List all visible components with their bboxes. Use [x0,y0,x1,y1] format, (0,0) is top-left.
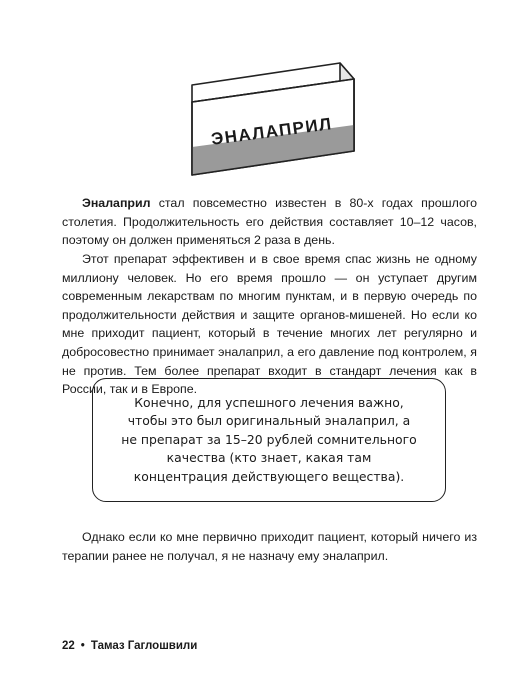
note-text: Конечно, для успешного лечения важно, чтобы это был оригинальный эналаприл, а не препарат за 15–20 рублей сомнительного качества (кто знает, какая там концентрация действующего вещества). [121,394,417,484]
paragraph-1 [62,194,477,250]
paragraph-3-text: Однако если ко мне первично приходит пациент, который ничего из терапии ранее не получал, я не назначу ему эналаприл. [62,530,477,563]
paragraph-1-text: стал повсеместно известен в 80-х годах прошлого столетия. Продолжительность его действия составляет 10–12 часов, поэтому он должен применяться 2 раза в день. [62,196,477,248]
drug-name-bold: Эналаприл [82,196,151,210]
paragraph-2-text: Этот препарат эффективен и в свое время спас жизнь не одному миллиону человек. Но его время прошло — он уступает другим современным лекарствам по многим пунктам, и в первую очередь по продолжительности действия и защите органов-мишеней. Но если ко мне приходит пациент, который в течение многих лет регулярно и добросовестно принимает эналаприл, а его давление под контролем, я не против. Тем более препарат входит в стандарт лечения как в России, так и в Европе. [62,252,477,397]
author-name: Тамаз Гаглошвили [90,640,198,652]
box-label: ЭНАЛАПРИЛ [210,114,334,149]
paragraph-2 [62,250,477,399]
medicine-box-illustration [182,55,362,180]
footer-separator: • [80,640,85,652]
paragraph-3 [62,528,477,565]
page-footer [62,640,197,652]
page-number: 22 [62,640,75,652]
note-box [92,378,446,502]
